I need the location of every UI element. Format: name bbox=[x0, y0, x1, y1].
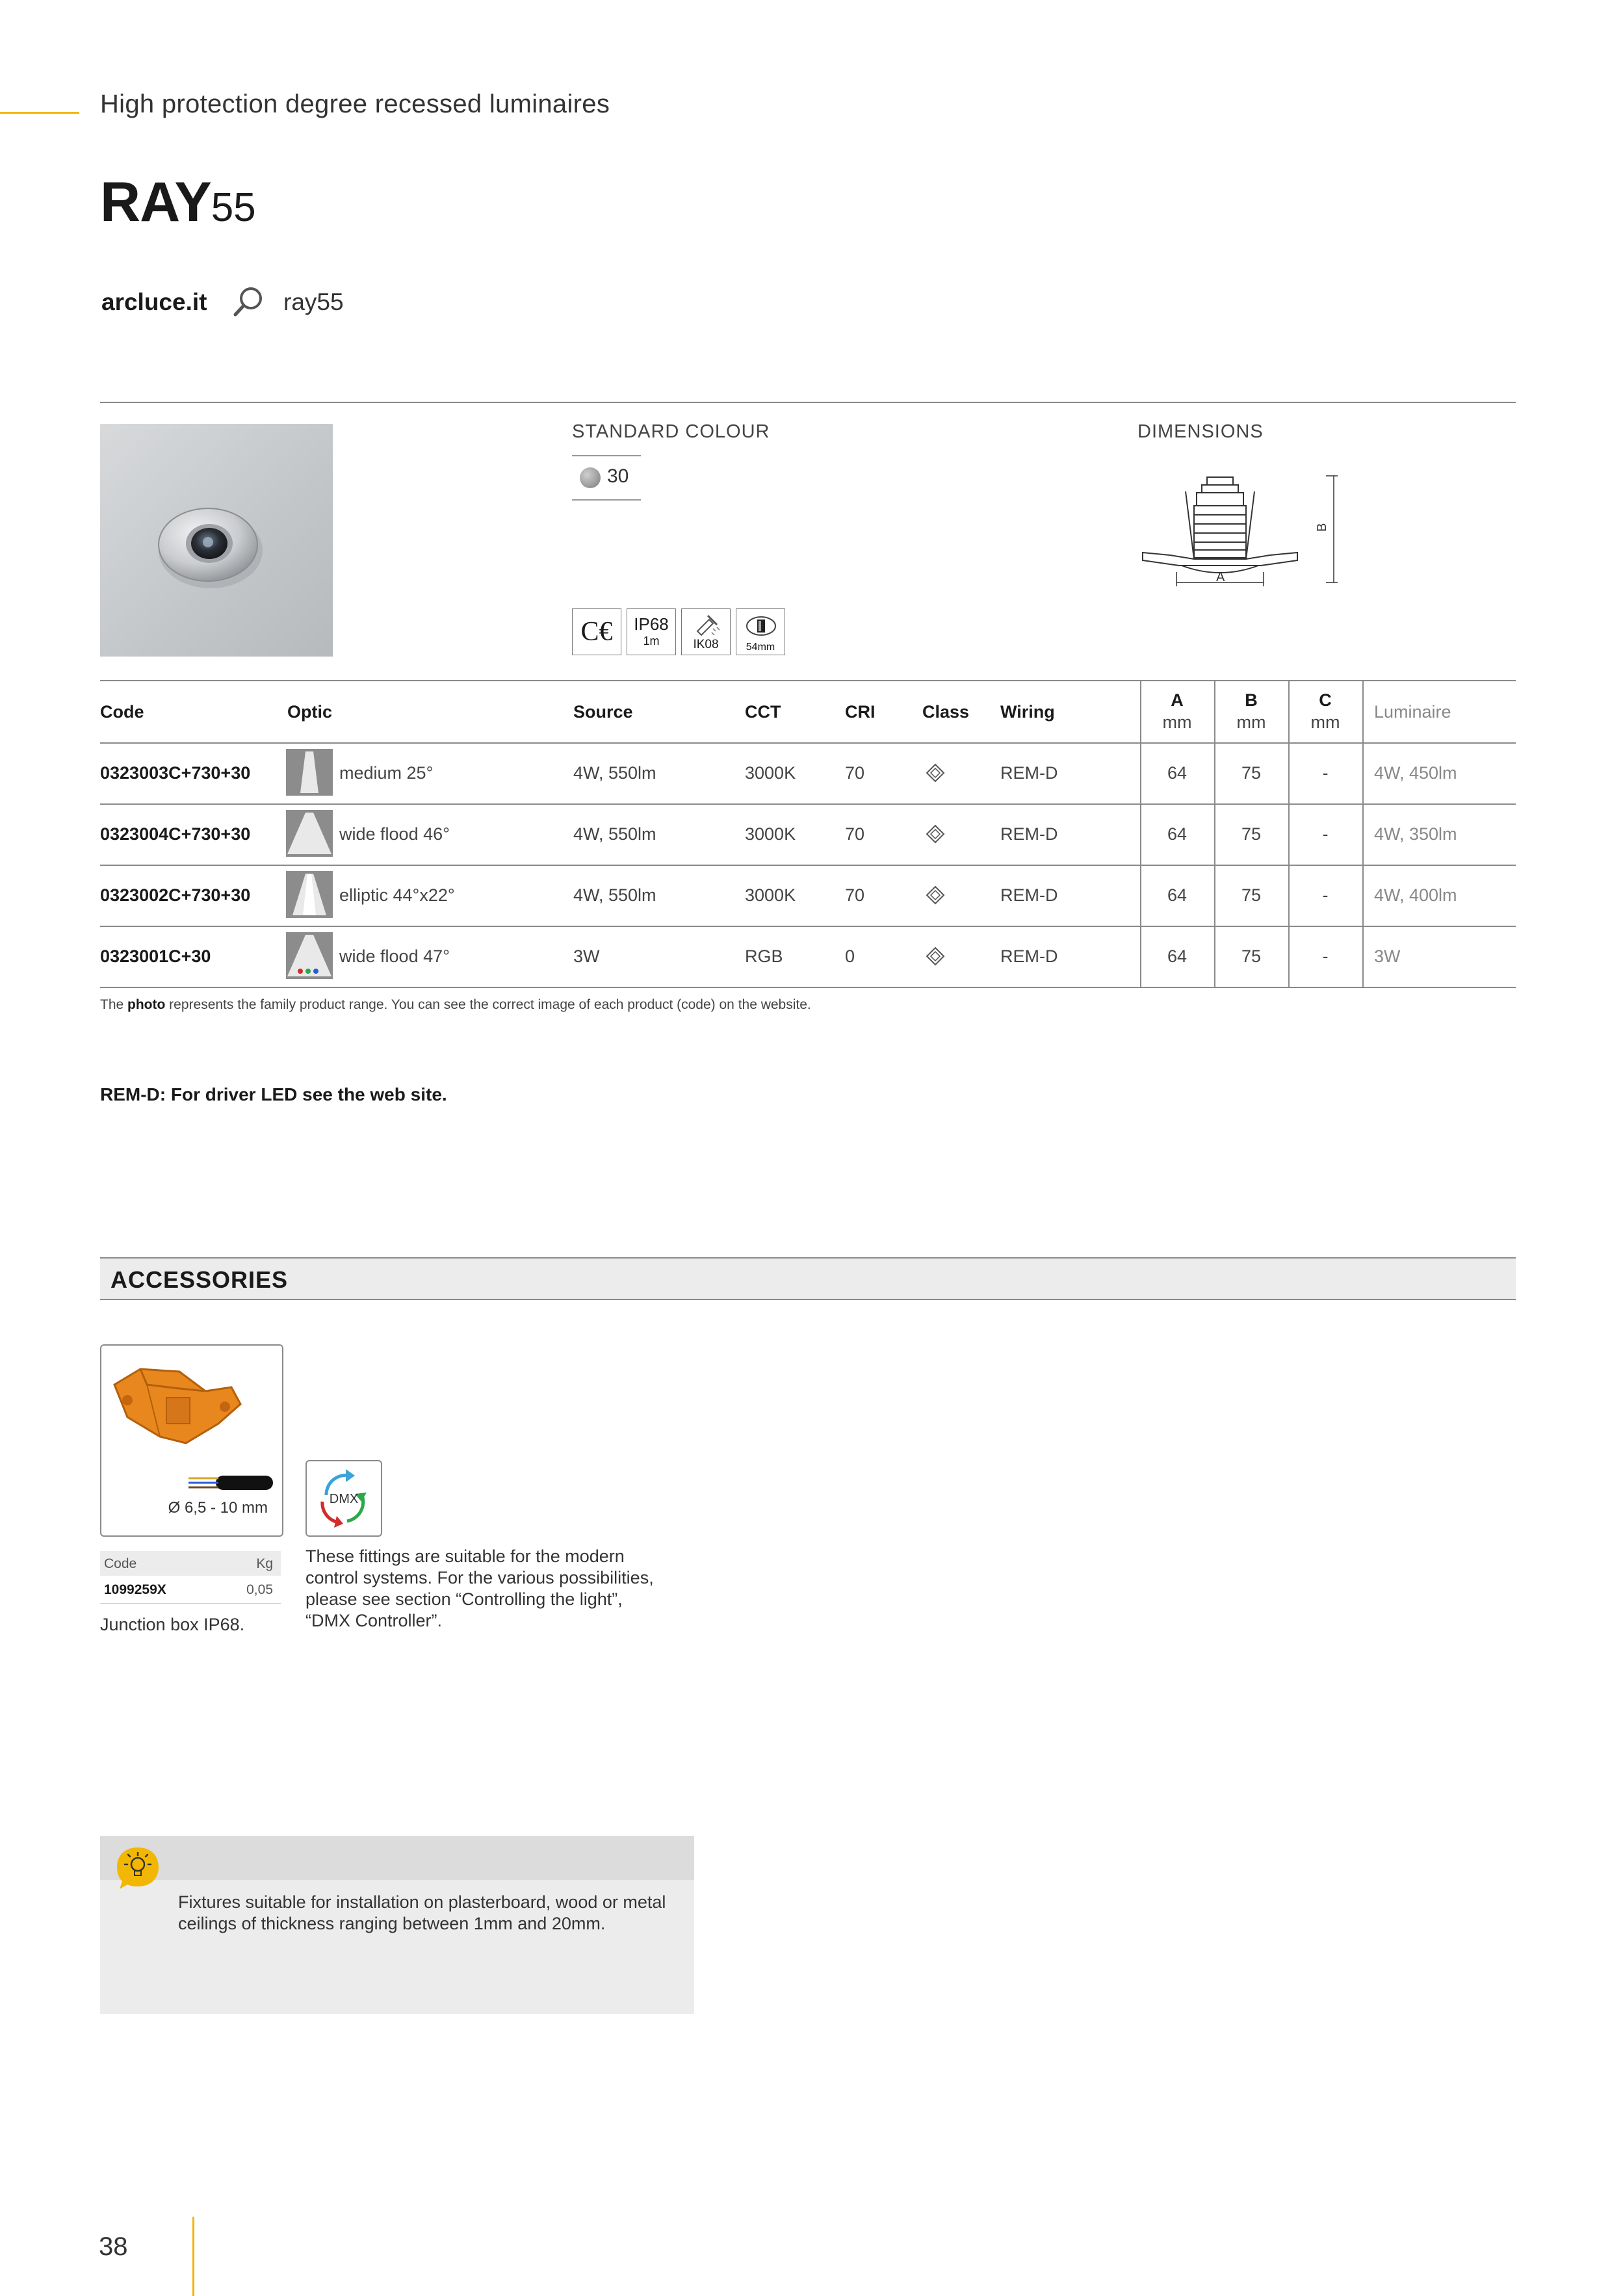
row-a: 64 bbox=[1167, 946, 1188, 966]
product-title bbox=[100, 171, 256, 233]
ce-mark-icon bbox=[572, 608, 621, 655]
col-luminaire: Luminaire bbox=[1374, 702, 1451, 722]
search-term[interactable]: ray55 bbox=[283, 289, 344, 315]
row-optic: medium 25° bbox=[339, 763, 434, 783]
row-wiring: REM-D bbox=[1000, 763, 1058, 783]
search-icon bbox=[231, 285, 265, 319]
hole-saw-icon bbox=[738, 610, 785, 642]
column-divider bbox=[1140, 680, 1141, 988]
page-number: 38 bbox=[99, 2232, 128, 2261]
accessories-header bbox=[100, 1257, 1516, 1300]
row-code: 0323002C+730+30 bbox=[100, 885, 251, 905]
accessory-col-code: Code bbox=[104, 1556, 137, 1571]
colour-swatch bbox=[580, 467, 601, 488]
row-luminaire: 4W, 350lm bbox=[1374, 824, 1457, 844]
remd-note: REM-D: For driver LED see the web site. bbox=[100, 1084, 447, 1104]
row-code: 0323003C+730+30 bbox=[100, 763, 251, 783]
colour-option bbox=[572, 455, 641, 501]
row-luminaire: 3W bbox=[1374, 946, 1401, 966]
col-cri: CRI bbox=[845, 702, 876, 722]
dmx-description: These fittings are suitable for the modern control systems. For the various possibilities, please see section “Controlling the light”, “DMX Controller”. bbox=[305, 1546, 654, 1630]
column-divider bbox=[1362, 680, 1364, 988]
junction-box-image bbox=[101, 1346, 282, 1495]
dimension-drawing bbox=[1131, 468, 1352, 618]
ip-depth: 1m bbox=[643, 634, 660, 647]
ip-rating: IP68 bbox=[634, 614, 669, 634]
product-photo bbox=[100, 424, 333, 657]
col-a-unit: mm bbox=[1162, 712, 1192, 732]
accessory-col-kg: Kg bbox=[256, 1556, 273, 1571]
class-iii-icon bbox=[926, 946, 945, 966]
elliptic-beam-icon bbox=[286, 871, 333, 918]
ik-rating: IK08 bbox=[693, 638, 719, 651]
row-source: 3W bbox=[573, 946, 600, 966]
col-b-unit: mm bbox=[1236, 712, 1266, 732]
ce-mark-text: C€ bbox=[580, 617, 613, 647]
cable-diameter: Ø 6,5 - 10 mm bbox=[168, 1499, 268, 1517]
dimension-a-label: A bbox=[1216, 570, 1225, 584]
col-b: B bbox=[1245, 690, 1258, 710]
table-top-border bbox=[100, 680, 1516, 681]
dmx-label: DMX bbox=[329, 1492, 359, 1506]
row-wiring: REM-D bbox=[1000, 885, 1058, 905]
row-cct: 3000K bbox=[745, 763, 796, 783]
accessory-table-header bbox=[100, 1551, 281, 1576]
row-c: - bbox=[1322, 885, 1329, 905]
accessory-weight: 0,05 bbox=[246, 1582, 273, 1597]
table-row bbox=[100, 926, 1516, 988]
website-link[interactable]: arcluce.it bbox=[101, 289, 207, 315]
row-source: 4W, 550lm bbox=[573, 885, 656, 905]
ik-rating-icon bbox=[681, 608, 731, 655]
ip-rating-icon bbox=[627, 608, 676, 655]
accessory-card bbox=[100, 1344, 283, 1537]
row-b: 75 bbox=[1241, 885, 1262, 905]
footer-accent-line bbox=[192, 2217, 194, 2296]
cutout-size: 54mm bbox=[746, 642, 775, 653]
row-luminaire: 4W, 450lm bbox=[1374, 763, 1457, 783]
col-cct: CCT bbox=[745, 702, 781, 722]
dmx-icon bbox=[305, 1460, 382, 1537]
wide-flood-beam-icon bbox=[286, 810, 333, 857]
row-cct: RGB bbox=[745, 946, 783, 966]
rgb-wide-flood-beam-icon bbox=[286, 932, 333, 979]
col-optic: Optic bbox=[287, 702, 333, 722]
installation-info-text: Fixtures suitable for installation on plasterboard, wood or metal ceilings of thickness ranging between 1mm and 20mm. bbox=[178, 1892, 666, 1933]
accessory-description: Junction box IP68. bbox=[100, 1615, 245, 1634]
row-cri: 70 bbox=[845, 885, 865, 905]
photo-note-rest: represents the family product range. You can see the correct image of each product (code) on the website. bbox=[165, 997, 811, 1012]
photo-note-prefix: The bbox=[100, 997, 128, 1012]
column-divider bbox=[1288, 680, 1290, 988]
col-c-unit: mm bbox=[1310, 712, 1340, 732]
top-divider bbox=[100, 402, 1516, 403]
table-row bbox=[100, 803, 1516, 866]
class-iii-icon bbox=[926, 763, 945, 783]
col-source: Source bbox=[573, 702, 633, 722]
table-row bbox=[100, 865, 1516, 927]
luminaire-photo-image bbox=[100, 424, 333, 657]
accessory-code: 1099259X bbox=[104, 1582, 166, 1597]
colour-code: 30 bbox=[607, 465, 629, 487]
dimension-b-label: B bbox=[1315, 523, 1329, 532]
product-name: RAY bbox=[100, 171, 211, 233]
col-code: Code bbox=[100, 702, 144, 722]
row-source: 4W, 550lm bbox=[573, 763, 656, 783]
column-divider bbox=[1214, 680, 1215, 988]
row-source: 4W, 550lm bbox=[573, 824, 656, 844]
col-wiring: Wiring bbox=[1000, 702, 1055, 722]
col-a: A bbox=[1171, 690, 1184, 710]
section-title: High protection degree recessed luminaires bbox=[100, 90, 610, 118]
row-luminaire: 4W, 400lm bbox=[1374, 885, 1457, 905]
row-code: 0323004C+730+30 bbox=[100, 824, 251, 844]
row-a: 64 bbox=[1167, 824, 1188, 844]
hammer-icon bbox=[683, 612, 730, 640]
row-wiring: REM-D bbox=[1000, 946, 1058, 966]
class-iii-icon bbox=[926, 885, 945, 905]
dmx-cycle-icon bbox=[307, 1461, 381, 1535]
row-b: 75 bbox=[1241, 824, 1262, 844]
product-number: 55 bbox=[211, 185, 256, 230]
row-cri: 70 bbox=[845, 763, 865, 783]
col-class: Class bbox=[922, 702, 970, 722]
row-b: 75 bbox=[1241, 946, 1262, 966]
row-cct: 3000K bbox=[745, 824, 796, 844]
cutout-hole-icon bbox=[736, 608, 785, 655]
info-box-header bbox=[100, 1836, 694, 1880]
photo-note-bold: photo bbox=[127, 997, 166, 1012]
row-cri: 70 bbox=[845, 824, 865, 844]
row-a: 64 bbox=[1167, 763, 1188, 783]
row-a: 64 bbox=[1167, 885, 1188, 905]
row-optic: wide flood 47° bbox=[339, 946, 450, 966]
row-optic: wide flood 46° bbox=[339, 824, 450, 844]
accessory-row bbox=[100, 1577, 281, 1604]
lightbulb-icon bbox=[114, 1845, 161, 1892]
table-header-row bbox=[100, 680, 1516, 744]
table-row bbox=[100, 742, 1516, 805]
row-optic: elliptic 44°x22° bbox=[339, 885, 455, 905]
row-code: 0323001C+30 bbox=[100, 946, 211, 966]
accessories-title: ACCESSORIES bbox=[110, 1266, 289, 1293]
medium-beam-icon bbox=[286, 749, 333, 796]
row-c: - bbox=[1322, 763, 1329, 783]
col-c: C bbox=[1319, 690, 1332, 710]
row-c: - bbox=[1322, 824, 1329, 844]
row-c: - bbox=[1322, 946, 1329, 966]
header-accent-line bbox=[0, 112, 79, 114]
dimensions-label: DIMENSIONS bbox=[1137, 421, 1264, 442]
row-cct: 3000K bbox=[745, 885, 796, 905]
photo-note bbox=[100, 997, 811, 1013]
row-cri: 0 bbox=[845, 946, 855, 966]
standard-colour-label: STANDARD COLOUR bbox=[572, 421, 770, 442]
row-wiring: REM-D bbox=[1000, 824, 1058, 844]
class-iii-icon bbox=[926, 824, 945, 844]
row-b: 75 bbox=[1241, 763, 1262, 783]
installation-info-box bbox=[100, 1836, 694, 2014]
